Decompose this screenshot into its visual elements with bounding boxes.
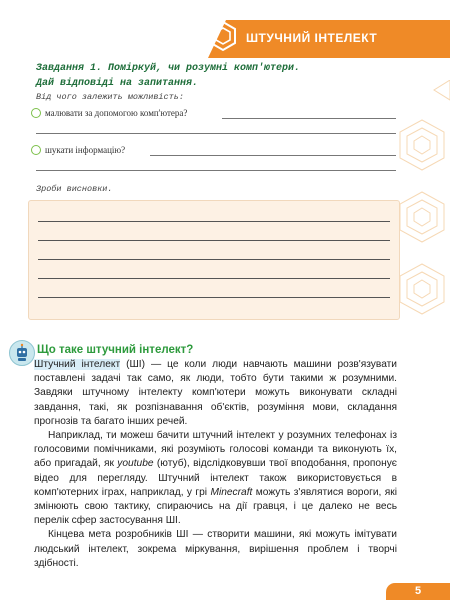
- header-title: ШТУЧНИЙ ІНТЕЛЕКТ: [246, 31, 378, 45]
- answer-line[interactable]: [38, 278, 390, 279]
- section-title: Що таке штучний інтелект?: [37, 344, 194, 356]
- italic-term: Minecraft: [210, 486, 253, 498]
- answer-line[interactable]: [38, 297, 390, 298]
- task-prompt: Поміркуй, чи розумні комп'ютери.: [102, 63, 301, 74]
- conclusion-box[interactable]: [28, 200, 400, 320]
- paragraph-text: Кінцева мета розробників ШІ — створити машини, які можуть імітувати людський інтелект, зокрема міркування, вирішення проблем і творчі здібності.: [34, 529, 397, 569]
- paragraph: [34, 358, 397, 429]
- term-highlight: Штучний інтелект: [34, 359, 121, 370]
- option-text: шукати інформацію?: [45, 145, 126, 155]
- option-drawing: [31, 108, 187, 118]
- task-prompt-2: Дай відповіді на запитання.: [36, 78, 199, 89]
- conclusion-label: Зроби висновки.: [36, 184, 113, 194]
- paragraph: [34, 528, 397, 571]
- page-number: 5: [386, 583, 450, 600]
- section-body: [34, 358, 397, 571]
- hexagon-icon: [208, 20, 238, 52]
- paragraph-text: (ютуб), відслідковувши твої вподобання, пропонує відео для перегляду. Штучний інтелект також використовується в комп'ютерних іграх, наприклад, у грі: [34, 458, 397, 498]
- task-title: [36, 61, 396, 91]
- answer-line[interactable]: [222, 118, 396, 119]
- paragraph-text: (ШІ) — це коли люди навчають машини розв'язувати поставлені задачі так само, як люди, тобто бути такими ж розумними. Завдяки штучному інтелекту комп'ютери можуть виконувати складні завдання, такі, як розпізнавання об'єктів, розуміння мови, складання прогнозів та багато інших речей.: [34, 359, 397, 427]
- answer-line[interactable]: [38, 221, 390, 222]
- answer-line[interactable]: [38, 259, 390, 260]
- option-text: малювати за допомогою комп'ютера?: [45, 108, 188, 118]
- header-banner: [208, 20, 450, 58]
- paragraph: [34, 429, 397, 528]
- depends-label: Від чого залежить можливість:: [36, 92, 184, 102]
- robot-icon: [9, 340, 35, 366]
- paragraph-text: Наприклад, ти можеш бачити штучний інтелект у розумних телефонах із голосовими помічниками, які розуміють голосові команди та виконують їх, або пригадай, як: [34, 430, 397, 470]
- hexagon-decoration-icon: [394, 80, 450, 330]
- answer-line[interactable]: [36, 133, 396, 134]
- answer-line[interactable]: [38, 240, 390, 241]
- answer-line[interactable]: [150, 155, 396, 156]
- option-search: [31, 145, 125, 155]
- italic-term: youtube: [117, 458, 154, 470]
- paragraph-text: можуть з'являтися вороги, які змінюють свою тактику, спираючись на дії гравця, і це далеко не весь перелік сфер застосування ШІ.: [34, 486, 397, 527]
- answer-line[interactable]: [36, 170, 396, 171]
- task-label: Завдання 1.: [36, 63, 103, 74]
- bullet-circle-icon: [31, 145, 41, 155]
- bullet-circle-icon: [31, 108, 41, 118]
